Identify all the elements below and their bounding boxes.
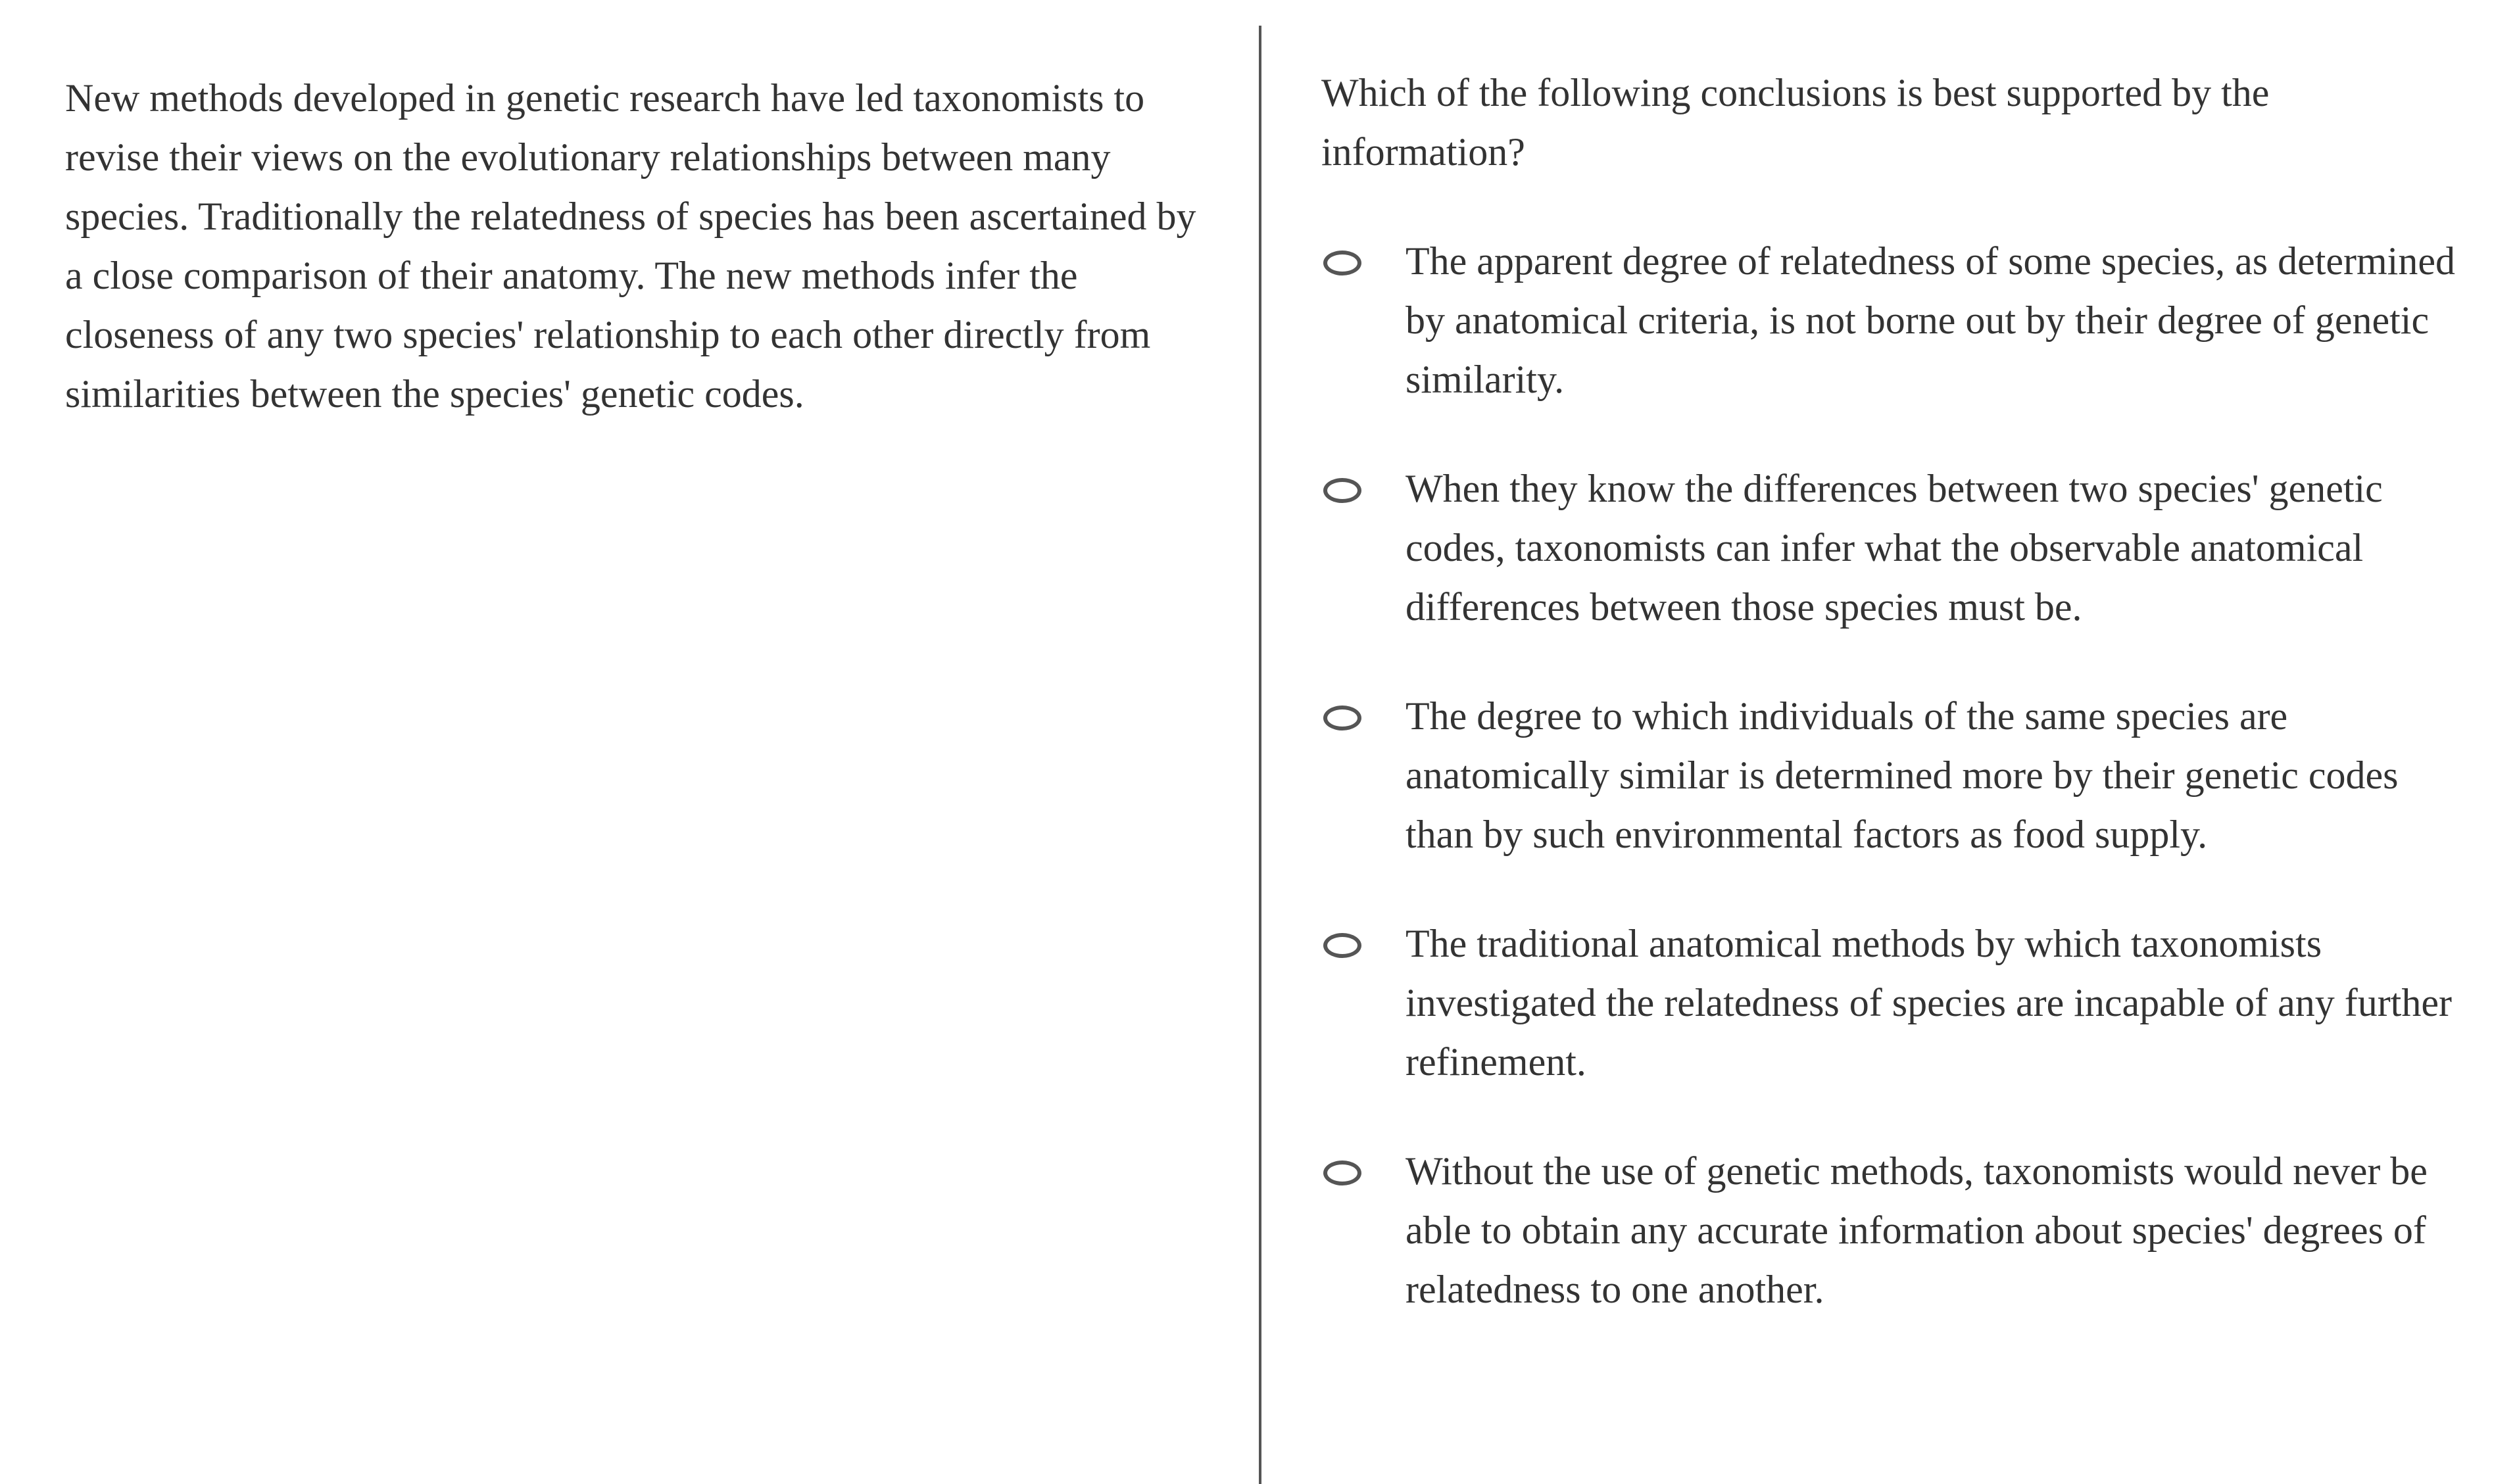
question-stem: Which of the following conclusions is best supported by the information?: [1321, 71, 2270, 174]
passage-text: New methods developed in genetic research have led taxonomists to revise their views on the evolutionary relationships between many species. Traditionally the relatedness of species has been ascertained by a close comparison of their anatomy. The new methods infer the closeness of any two species' relationship to each other directly from similarities between the species' genetic codes.: [65, 76, 1196, 416]
radio-empty-icon[interactable]: [1323, 933, 1361, 958]
radio-empty-icon[interactable]: [1323, 251, 1361, 275]
answer-choice-label: The traditional anatomical methods by which taxonomists investigated the relatedness of species are incapable of any further refinement.: [1405, 922, 2452, 1084]
answer-choice-label: The apparent degree of relatedness of some species, as determined by anatomical criteria, is not borne out by their degree of genetic similarity.: [1405, 239, 2455, 401]
answer-choice-label: The degree to which individuals of the same species are anatomically similar is determined more by their genetic codes than by such environmental factors as food supply.: [1405, 694, 2399, 856]
answer-choice-label: Without the use of genetic methods, taxonomists would never be able to obtain any accurate information about species' degrees of relatedness to one another.: [1405, 1149, 2428, 1311]
answer-choice-b[interactable]: [1321, 459, 2466, 636]
question-pane: [1321, 63, 2466, 1369]
answer-choice-c[interactable]: [1321, 686, 2466, 864]
answer-choice-e[interactable]: [1321, 1141, 2466, 1319]
radio-empty-icon[interactable]: [1323, 478, 1361, 503]
radio-empty-icon[interactable]: [1323, 706, 1361, 730]
answer-choices: [1321, 231, 2466, 1319]
answer-choice-a[interactable]: [1321, 231, 2466, 409]
pane-divider[interactable]: [1259, 26, 1261, 1484]
radio-empty-icon[interactable]: [1323, 1161, 1361, 1185]
answer-choice-d[interactable]: [1321, 914, 2466, 1091]
answer-choice-label: When they know the differences between two species' genetic codes, taxonomists can infer what the observable anatomical differences between those species must be.: [1405, 467, 2383, 629]
